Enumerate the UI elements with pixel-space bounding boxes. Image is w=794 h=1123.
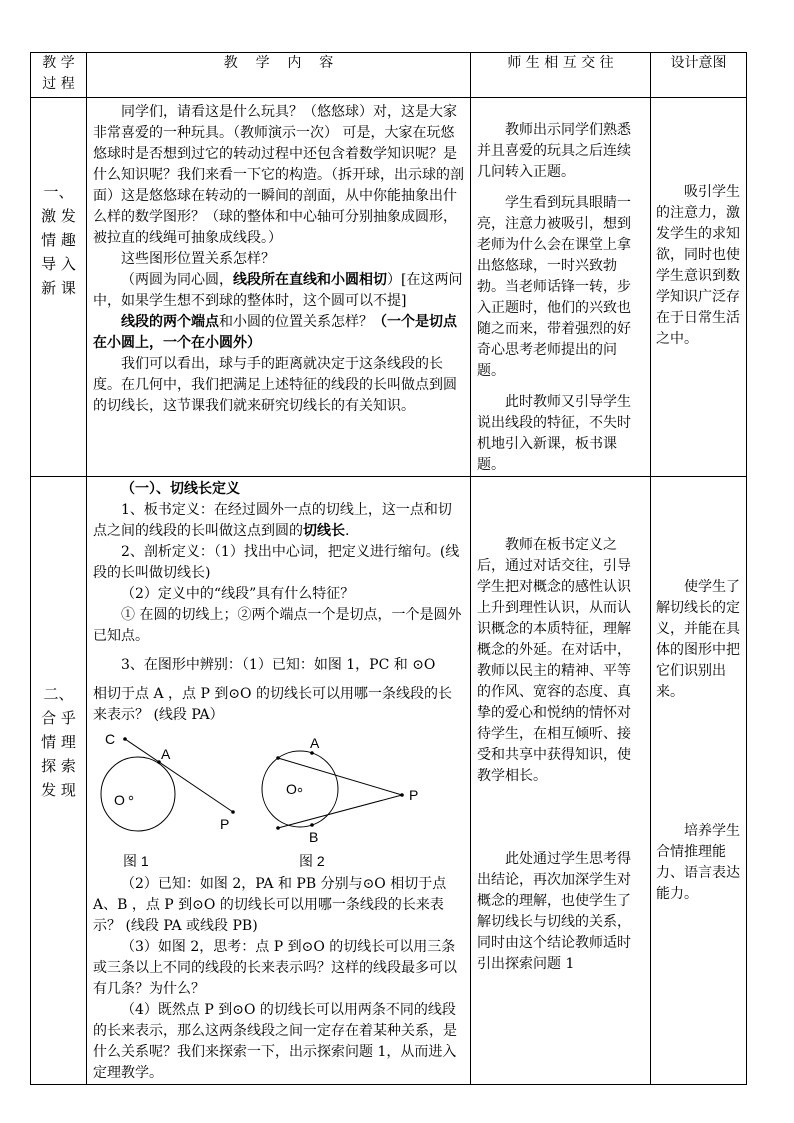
section-1-label-cell (31, 98, 87, 477)
question-6: （4）既然点 P 到⊙O 的切线长可以用两条不同的线段的长来表示，那么这两条线段之间一定存在着某种关系，是什么关系呢？我们来探索一下，出示探索问题 1，从而进入定理教学。 (93, 1002, 457, 1081)
figure-2-caption: 图 2 (299, 853, 325, 869)
section-2-content (87, 477, 471, 1085)
intent-text-1: 吸引学生的注意力，激发学生的求知欲，同时也使学生意识到数学知识广泛存在于日常生活之中。 (656, 184, 740, 347)
answer-position: （两圆为同心圆，线段所在直线和小圆相切）[在这两问中，如果学生想不到球的整体时，这个圆可以不提] (93, 272, 463, 309)
intent-text-2: 使学生了解切线长的定义，并能在具体的图形中把它们识别出来。 (656, 579, 740, 700)
section-2-label: 二、 合 乎 情 理 探 索 发 现 (41, 685, 76, 799)
interaction-text-3: 此时教师又引导学生说出线段的特征，不失时机地引入新课，板书课题。 (477, 394, 631, 473)
question-endpoints: 线段的两个端点和小圆的位置关系怎样？（一个是切点在小圆上，一个在小圆外） (93, 314, 457, 351)
figure-1-label-p: P (220, 816, 230, 832)
figure-2-label-o: O (286, 781, 297, 797)
section-1-intent (651, 98, 747, 477)
figure-1-label-o: O (114, 792, 125, 808)
header-content: 教 学 内 容 (87, 53, 471, 98)
figure-1-circle (101, 757, 175, 831)
figure-1-caption: 图 1 (123, 853, 149, 869)
figure-1-label-c: C (105, 731, 116, 747)
figure-1 (101, 731, 235, 869)
section-2-intent (651, 477, 747, 1085)
section-title: （一）、切线长定义 (121, 481, 240, 497)
figure-2-label-b: B (309, 829, 319, 845)
header-interaction: 师 生 相 互 交 往 (471, 53, 651, 98)
section-1-content (87, 98, 471, 477)
figure-2-label-a: A (310, 735, 320, 751)
intro-paragraph: 同学们，请看这是什么玩具？（悠悠球）对，这是大家非常喜爱的一种玩具。（教师演示一次） 可是，大家在玩悠悠球时是否想到过它的转动过程中还包含着数学知识呢？是什么知识呢？我们来看一下它的构造。（拆开球，出示球的剖面）这是悠悠球在转动的一瞬间的剖面，从中你能抽象出什么样的数学图形？（球的整体和中心轴可分别抽象成圆形，被拉直的线绳可抽象成线段。） (93, 104, 464, 246)
interaction-text-5: 此处通过学生思考得出结论，再次加深学生对概念的理解，也使学生了解切线长与切线的关系，同时由这个结论教师适时引出探索问题 1 (477, 851, 631, 972)
section-1-interaction (471, 98, 651, 477)
question-2: （2）定义中的“线段”具有什么特征？ (121, 586, 355, 602)
question-5: （3）如图 2，思考：点 P 到⊙O 的切线长可以用三条或三条以上不同的线段的长来表示吗？这样的线段最多可以有几条？为什么？ (93, 939, 457, 997)
figure-1-label-a: A (161, 746, 171, 762)
section-1-row (31, 98, 747, 477)
table-header-row (31, 53, 747, 98)
answer-2: ① 在圆的切线上；②两个端点一个是切点，一个是圆外已知点。 (93, 607, 462, 644)
figures (93, 726, 465, 874)
figure-1-tangent (125, 739, 233, 812)
interaction-text-1: 教师出示同学们熟悉并且喜爱的玩具之后连续几问转入正题。 (477, 122, 631, 180)
question-3-line-2: 相切于点 A ，点 P 到⊙O 的切线长可以用哪一条线段的长来表示？ (线段 PA） (93, 686, 452, 723)
lesson-plan-table (30, 52, 747, 1085)
header-process: 教 学 过 程 (31, 53, 87, 98)
question-4: （2）已知：如图 2，PA 和 PB 分别与⊙O 相切于点 A、B ，点 P 到⊙O 的切线长可以用哪一条线段的长来表示？ (线段 PA 或线段 PB) (93, 876, 447, 934)
section-2-interaction (471, 477, 651, 1085)
interaction-text-2: 学生看到玩具眼睛一亮，注意力被吸引，想到老师为什么会在课堂上拿出悠悠球，一时兴致勃勃。当老师话锋一转，步入正题时，他们的兴致也随之而来，带着强烈的好奇心思考老师提出的问题。 (477, 195, 631, 379)
section-2-row (31, 477, 747, 1085)
section-1-label: 一、 激 发 情 趣 导 入 新 课 (41, 183, 76, 297)
figure-2 (262, 735, 418, 869)
header-intent: 设计意图 (651, 53, 747, 98)
intent-text-3: 培养学生合情推理能力、语言表达能力。 (656, 823, 740, 902)
analysis: 2、剖析定义：（1）找出中心词，把定义进行缩句。(线段的长叫做切线长) (93, 544, 460, 581)
section-2-label-cell (31, 477, 87, 1085)
question-position: 这些图形位置关系怎样？ (121, 251, 275, 267)
figure-2-label-p: P (409, 787, 419, 803)
conclusion-paragraph: 我们可以看出，球与手的距离就决定于这条线段的长度。在几何中，我们把满足上述特征的线段的长叫做点到圆的切线长，这节课我们就来研究切线长的有关知识。 (93, 356, 457, 414)
interaction-text-4: 教师在板书定义之后，通过对话交往，引导学生把对概念的感性认识上升到理性认识，从而认识概念的本质特征，理解概念的外延。在对话中，教师以民主的精神、平等的作风、宽容的态度、真挚的爱心和悦纳的情怀对待学生，在相互倾听、接受和共享中获得知识，使教学相长。 (477, 537, 631, 784)
definition: 1、板书定义：在经过圆外一点的切线上，这一点和切点之间的线段的长叫做这点到圆的切线长. (93, 502, 452, 539)
question-3-line-1: 3、在图形中辨别：（1）已知：如图 1，PC 和 ⊙O (121, 657, 436, 673)
figure-2-tangent-b (278, 795, 402, 828)
figure-2-circle (262, 751, 338, 827)
